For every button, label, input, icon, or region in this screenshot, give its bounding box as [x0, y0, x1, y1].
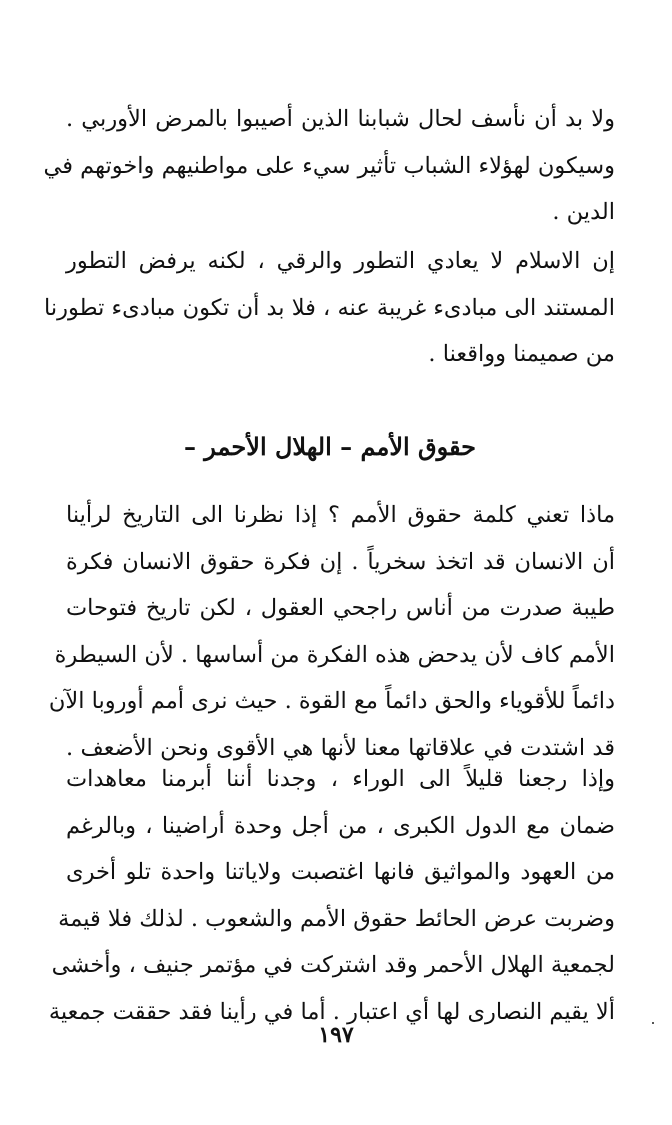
text-line: أن الانسان قد اتخذ سخرياً . إن فكرة حقوق الانسان فكرة [66, 548, 615, 575]
text-line: المستند الى مبادىء غريبة عنه ، فلا بد أن تكون مبادىء تطورنا [44, 294, 615, 321]
text-line: دائماً للأقوياء والحق دائماً مع القوة . حيث نرى أمم أوروبا الآن [48, 688, 615, 714]
page-number: ١٩٧ [318, 1022, 354, 1048]
paragraph-2 [44, 238, 615, 378]
text-line: ولا بد أن نأسف لحال شبابنا الذين أصيبوا بالمرض الأوربي . [66, 106, 615, 132]
text-line: ضمان مع الدول الكبرى ، من أجل وحدة أراضينا ، وبالرغم [66, 812, 615, 839]
text-line: من العهود والمواثيق فانها اغتصبت ولاياتنا واحدة تلو أخرى [66, 859, 615, 885]
section-heading: حقوق الأمم – الهلال الأحمر – [183, 432, 477, 461]
text-line: ماذا تعني كلمة حقوق الأمم ؟ إذا نظرنا الى التاريخ لرأينا [66, 502, 615, 528]
text-line: إن الاسلام لا يعادي التطور والرقي ، لكنه يرفض التطور [66, 248, 615, 274]
text-line: وإذا رجعنا قليلاً الى الوراء ، وجدنا أننا أبرمنا معاهدات [66, 766, 615, 792]
paragraph-4 [48, 756, 615, 1035]
text-line: وضربت عرض الحائط حقوق الأمم والشعوب . لذلك فلا قيمة [58, 905, 615, 932]
text-line: طيبة صدرت من أناس راجحي العقول ، لكن تاريخ فتوحات [66, 595, 615, 621]
text-line: من صميمنا وواقعنا . [428, 341, 615, 367]
paragraph-3 [48, 492, 615, 771]
scan-speck [652, 1022, 654, 1024]
text-line: الأمم كاف لأن يدحض هذه الفكرة من أساسها . لأن السيطرة [54, 641, 615, 668]
text-line: لجمعية الهلال الأحمر وقد اشتركت في مؤتمر جنيف ، وأخشى [51, 952, 615, 978]
text-line: ألا يقيم النصارى لها أي اعتبار . أما في رأينا فقد حققت جمعية [48, 998, 615, 1025]
text-line: وسيكون لهؤلاء الشباب تأثير سيء على مواطنيهم واخوتهم في [43, 152, 615, 179]
text-line: الدين . [552, 199, 615, 225]
text-line: قد اشتدت في علاقاتها معنا لأنها هي الأقوى ونحن الأضعف . [66, 734, 615, 761]
paragraph-1 [43, 96, 615, 236]
